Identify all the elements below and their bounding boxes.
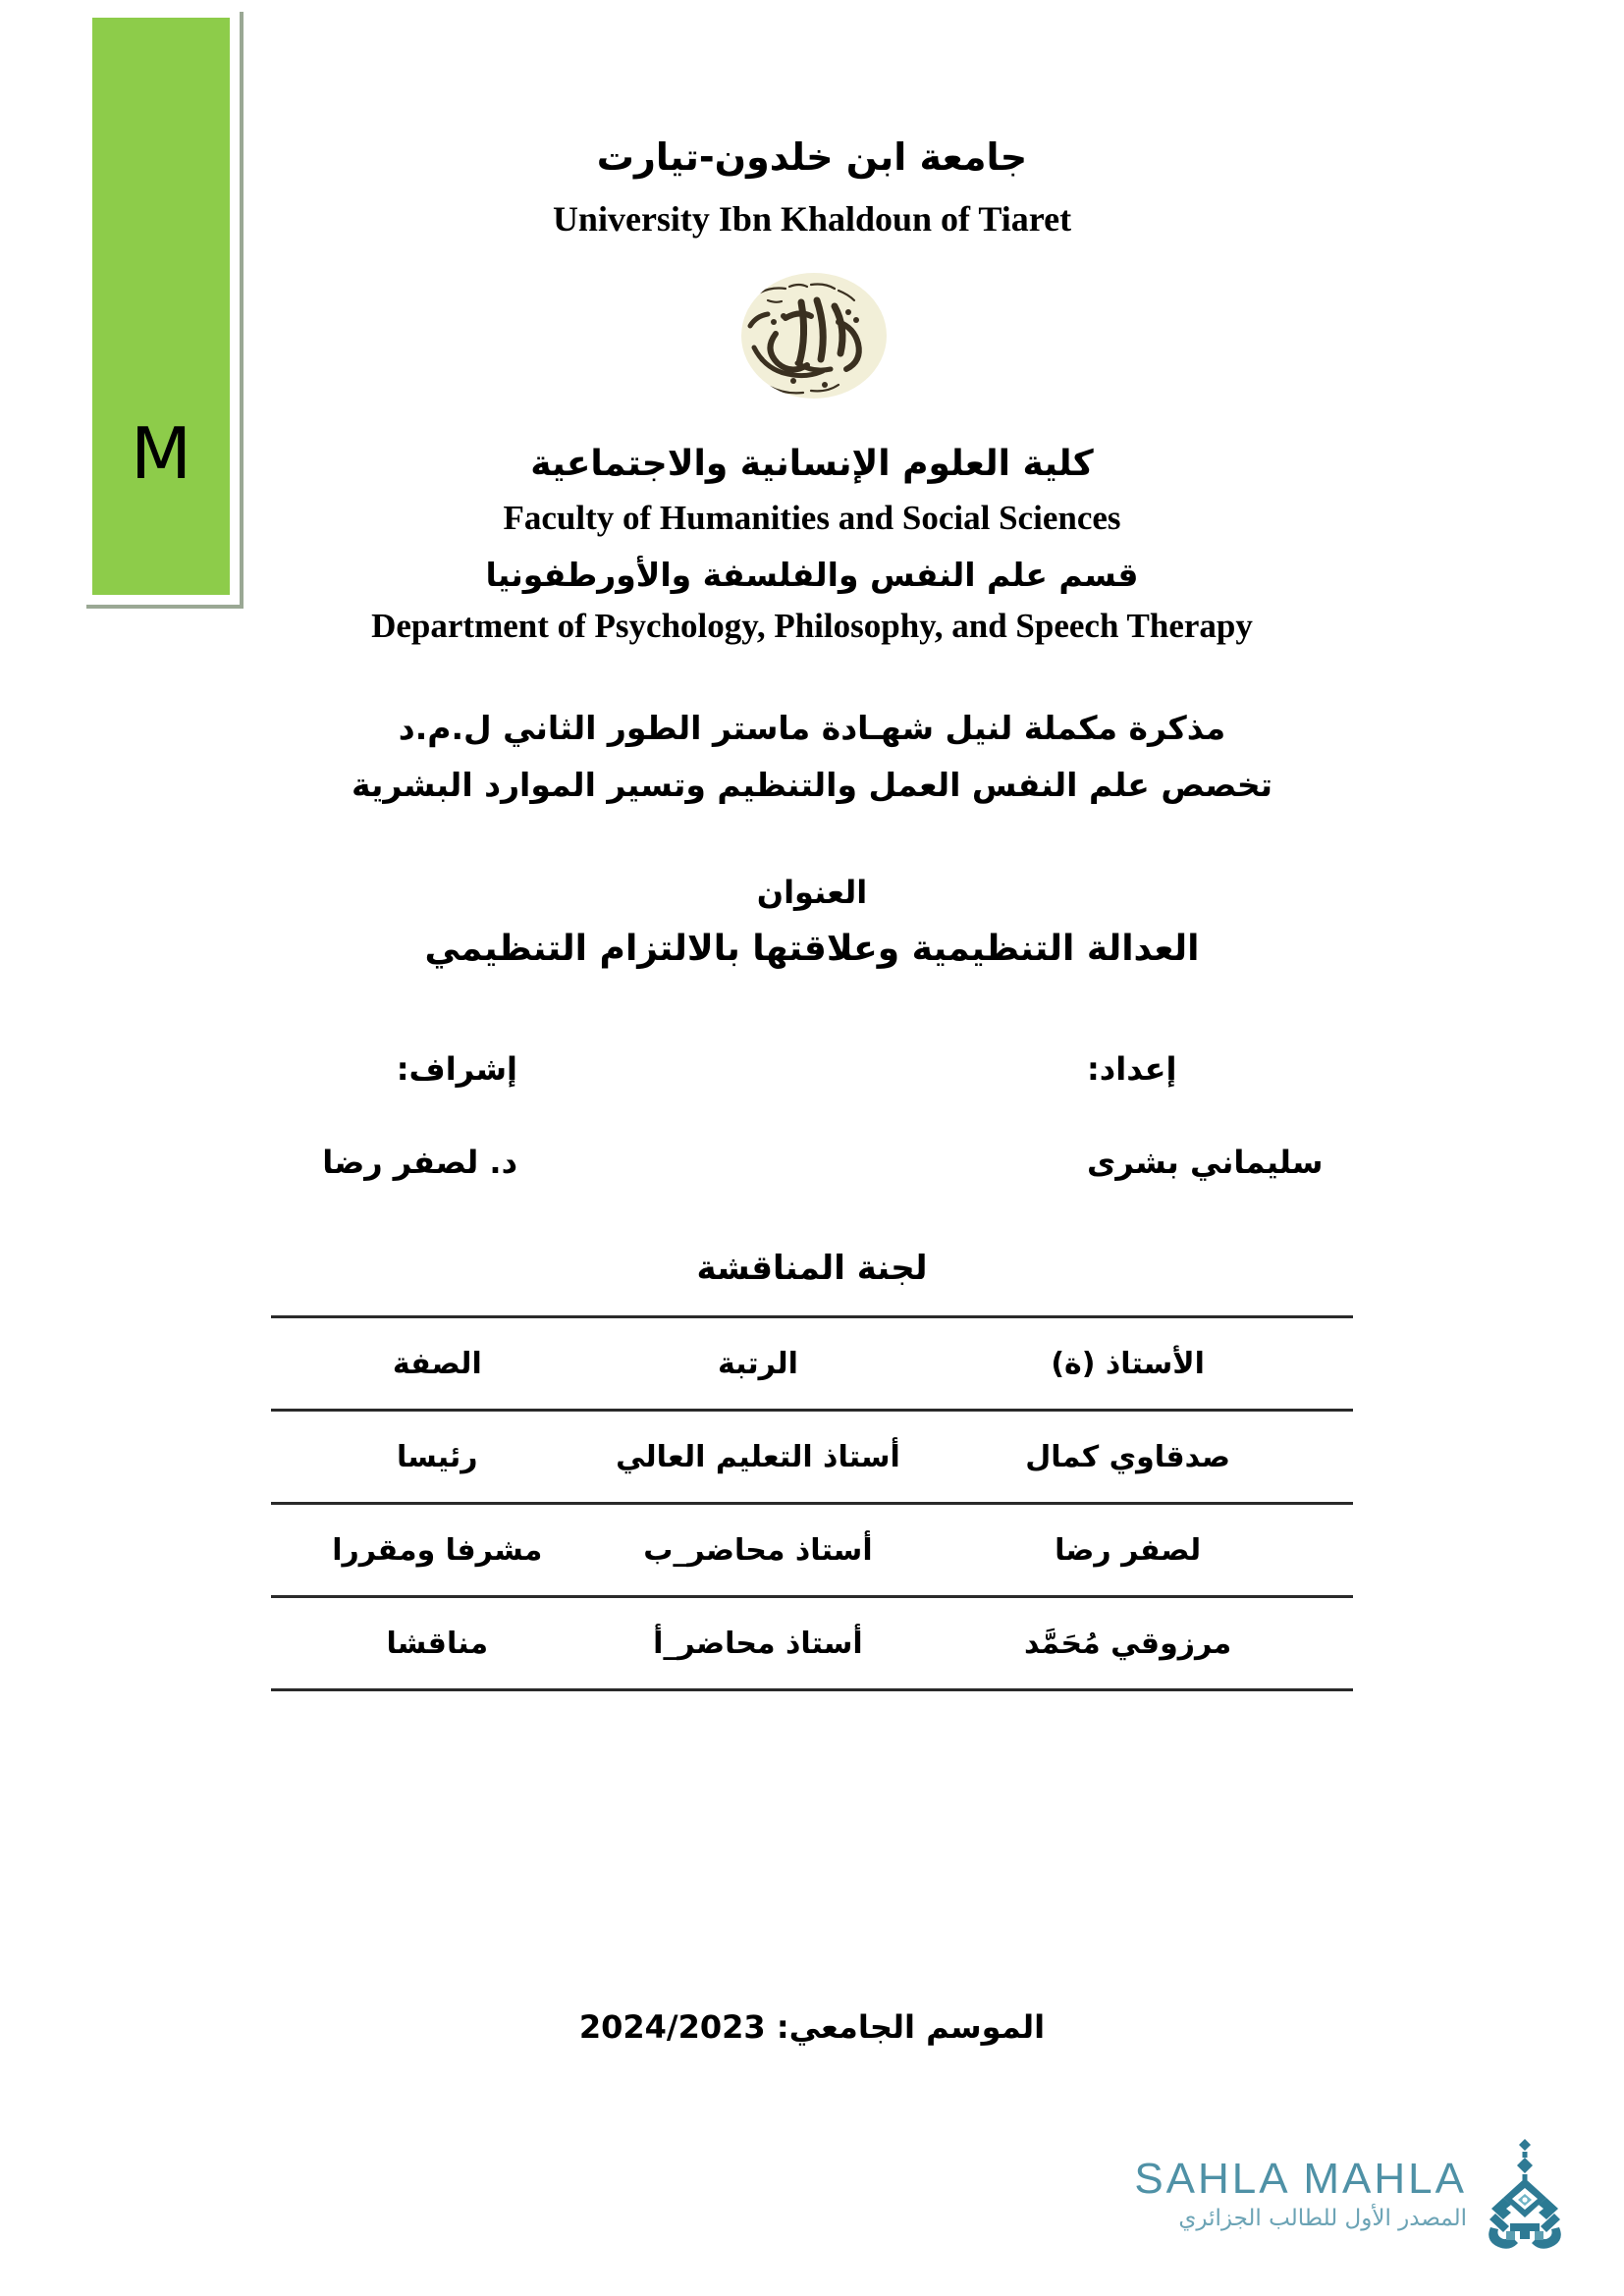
sahla-mahla-text [1134, 2154, 1475, 2233]
degree-statement-line-1: مذكرة مكملة لنيل شهـادة ماستر الطور الثاني ل.م.د [398, 709, 1226, 747]
jury-member-rank: أستاذ محاضر_أ [574, 1597, 943, 1690]
jury-table [271, 1315, 1353, 1691]
university-name-english: University Ibn Khaldoun of Tiaret [552, 199, 1072, 239]
faculty-name-arabic: كلية العلوم الإنسانية والاجتماعية [530, 444, 1094, 484]
department-name-arabic: قسم علم النفس والفلسفة والأورطفونيا [485, 556, 1139, 594]
jury-member-role: مناقشا [271, 1597, 574, 1690]
jury-member-role: مشرفا ومقررا [271, 1504, 574, 1597]
academic-year: الموسم الجامعي: 2024/2023 [578, 2008, 1046, 2046]
department-name-english: Department of Psychology, Philosophy, and Speech Therapy [371, 607, 1253, 645]
author-name: سليماني بشرى [1087, 1144, 1324, 1181]
green-marker-letter: M [130, 412, 192, 495]
supervisor-name: د. لصفر رضا [322, 1144, 517, 1181]
jury-member-name: لصفر رضا [942, 1504, 1353, 1597]
jury-member-name: مرزوقي مُحَمَّد [942, 1597, 1353, 1690]
table-row [271, 1597, 1353, 1690]
degree-statement-line-2: تخصص علم النفس العمل والتنظيم وتسير الموارد البشرية [351, 766, 1273, 804]
sahla-mahla-tagline: المصدر الأول للطالب الجزائري [1178, 2205, 1467, 2231]
table-row [271, 1411, 1353, 1504]
jury-member-rank: أستاذ محاضر_ب [574, 1504, 943, 1597]
jury-member-name: صدقاوي كمال [942, 1411, 1353, 1504]
sahla-mahla-emblem-icon [1477, 2137, 1573, 2253]
sahla-mahla-watermark [1134, 2132, 1573, 2258]
thesis-title: العدالة التنظيمية وعلاقتها بالالتزام التنظيمي [424, 929, 1200, 969]
jury-member-role: رئيسا [271, 1411, 574, 1504]
jury-member-rank: أستاذ التعليم العالي [574, 1411, 943, 1504]
jury-heading: لجنة المناقشة [696, 1249, 928, 1288]
contributors-labels-row [0, 1050, 1624, 1088]
university-name-arabic: جامعة ابن خلدون-تيارت [596, 135, 1028, 179]
faculty-name-english: Faculty of Humanities and Social Sciences [503, 499, 1121, 537]
table-header-row [271, 1317, 1353, 1411]
contributors-names-row [0, 1144, 1624, 1181]
column-header-name: الأستاذ (ة) [942, 1317, 1353, 1411]
university-seal-icon [691, 257, 937, 414]
title-label: العنوان [756, 874, 868, 911]
author-label: إعداد: [1087, 1050, 1177, 1088]
supervisor-label: إشراف: [396, 1050, 517, 1088]
column-header-rank: الرتبة [574, 1317, 943, 1411]
column-header-role: الصفة [271, 1317, 574, 1411]
sahla-mahla-name: SAHLA MAHLA [1134, 2154, 1467, 2203]
table-row [271, 1504, 1353, 1597]
